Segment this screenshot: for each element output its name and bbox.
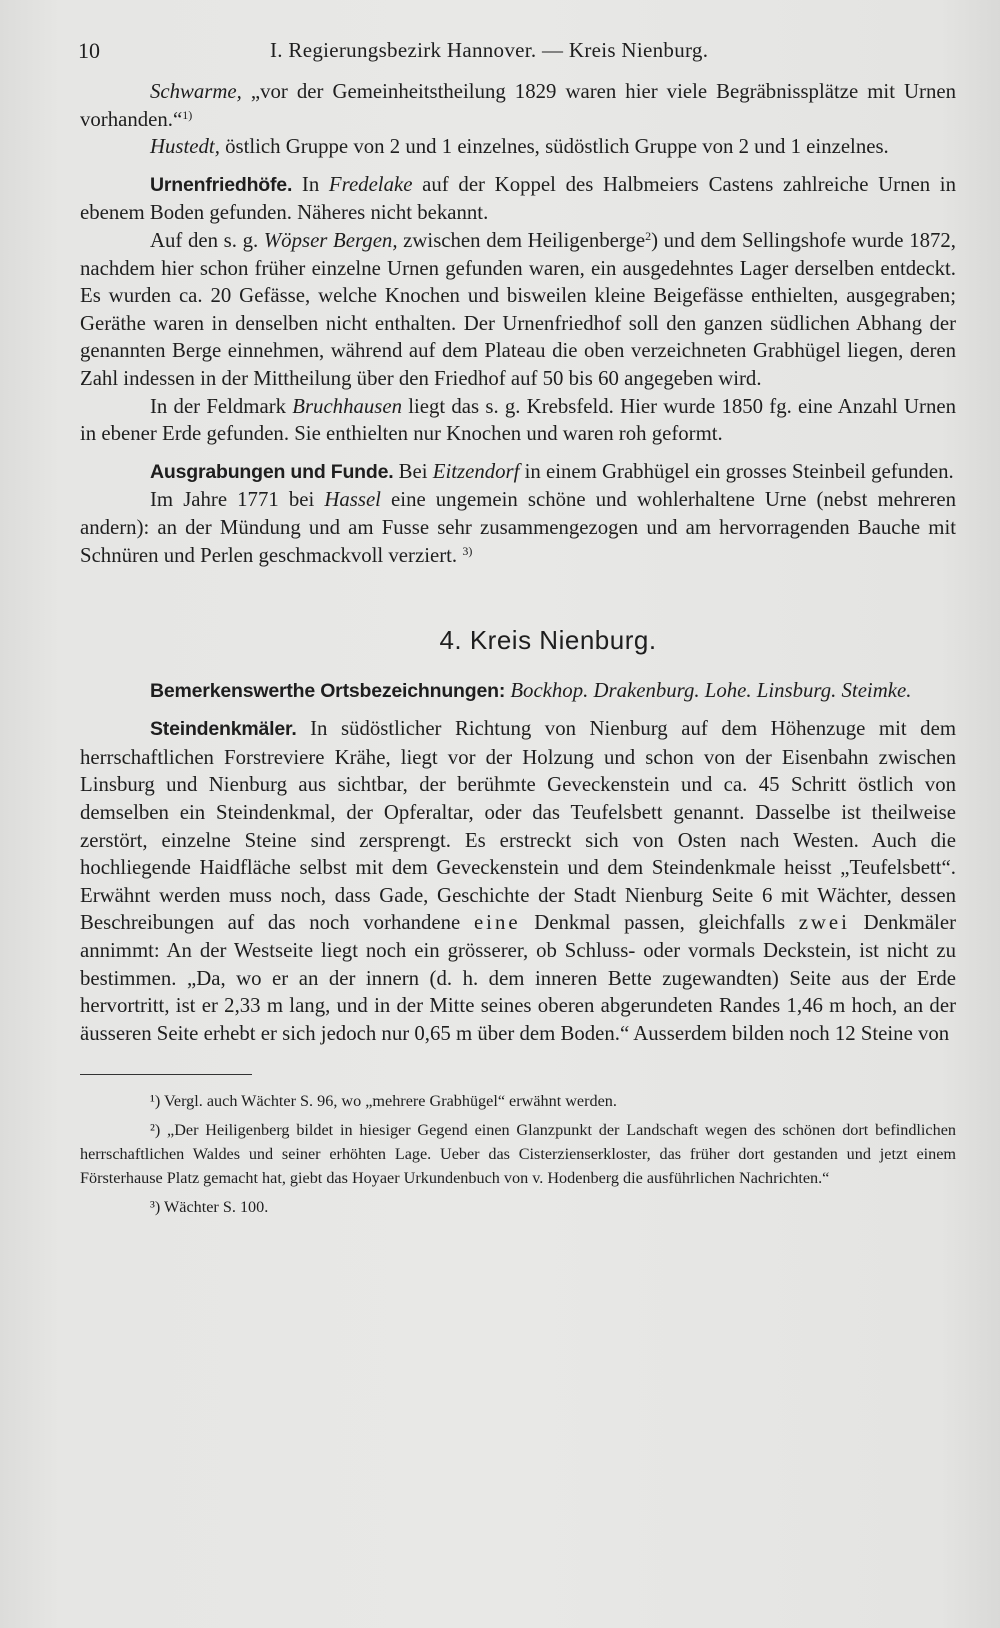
paragraph-woepser-bergen [80, 227, 956, 393]
footnote-mark: ³) [150, 1198, 161, 1217]
paragraph-text: In [292, 172, 329, 196]
footnote-text: Vergl. auch Wächter S. 96, wo „mehrere Grabhügel“ erwähnt werden. [160, 1092, 617, 1111]
paragraph-text: Denkmal passen, gleichfalls [520, 911, 799, 935]
place-name: Wöpser Bergen, [263, 228, 398, 252]
section-heading: Ausgrabungen und Funde. [150, 460, 394, 483]
footnote-ref[interactable]: 3) [462, 543, 473, 558]
place-name: Bruchhausen [292, 394, 402, 418]
emphasized-word: zwei [798, 911, 850, 935]
footnote-1 [80, 1089, 956, 1113]
paragraph-hassel [80, 486, 956, 569]
paragraph-ausgrabungen [80, 458, 956, 487]
page-header [80, 38, 956, 78]
place-name: Eitzendorf [432, 459, 520, 483]
paragraph-text: eine ungemein schöne und wohlerhaltene Urne (nebst mehreren andern): an der Mündung und am Fusse sehr zusammengezogen und am hervorragenden Bauche mit Schnüren und Perlen geschmackvoll verziert. [80, 488, 956, 567]
paragraph-schwarme [80, 78, 956, 133]
footnote-ref[interactable]: 2 [645, 228, 652, 243]
running-title: I. Regierungsbezirk Hannover. — Kreis Nienburg. [270, 38, 709, 62]
main-text [80, 78, 956, 1047]
footnote-mark: ²) [150, 1121, 161, 1140]
paragraph-text: zwischen dem Heiligenberge [397, 228, 646, 252]
section-heading: Urnenfriedhöfe. [150, 173, 293, 196]
place-name: Hustedt, [150, 135, 220, 159]
paragraph-text: Im Jahre 1771 bei [150, 488, 325, 512]
place-name: Fredelake [328, 172, 413, 196]
paragraph-bruchhausen [80, 393, 956, 448]
paragraph-text: liegt das s. g. Krebsfeld. Hier wurde 1850 fg. eine Anzahl Urnen in ebener Erde gefunden. Sie enthielten nur Knochen und waren roh geformt. [80, 394, 956, 446]
paragraph-text: Auf den s. g. [150, 228, 264, 252]
paragraph-text: In südöstlicher Richtung von Nienburg auf dem Höhenzuge mit dem herrschaftlichen Forstreviere Krähe, liegt vor der Holzung und schon von der Eisenbahn zwischen Linsburg und Nienburg aus sichtbar, der berühmte Geveckenstein und ca. 45 Schritt östlich von demselben ein Steindenkmal, der Opferaltar, oder das Teufelsbett genannt. Dasselbe ist theilweise zerstört, einzelne Steine sind zersprengt. Es erstreckt sich von Osten nach Westen. Auch die hochliegende Haidfläche selbst mit dem Geveckenstein und dem Steindenkmale heisst „Teufelsbett“. Erwähnt werden muss noch, dass Gade, Geschichte der Stadt Nienburg Seite 6 mit Wächter, dessen Beschreibungen auf das noch vorhandene [80, 717, 956, 935]
emphasized-word: eine [473, 911, 521, 935]
place-name: Schwarme, [150, 80, 242, 103]
footnote-divider [80, 1074, 252, 1075]
footnote-mark: ¹) [150, 1092, 161, 1111]
place-name: Hassel [324, 488, 381, 512]
chapter-title: 4. Kreis Nienburg. [439, 625, 657, 656]
page-number: 10 [78, 38, 100, 63]
place-list: Bockhop. Drakenburg. Lohe. Linsburg. Steimke. [510, 678, 912, 702]
section-heading: Steindenkmäler. [150, 718, 297, 741]
footnote-ref[interactable]: 1) [182, 107, 193, 122]
paragraph-text: ) und dem Sellingshofe wurde 1872, nachdem hier schon früher einzelne Urnen gefunden waren, ein ausgedehntes Lager derselben entdeckt. Es wurden ca. 20 Gefässe, welche Knochen und bisweilen kleine Beigefässe enthielten, ausgegraben; Geräthe waren in denselben nicht enthalten. Der Urnenfriedhof soll den ganzen südlichen Abhang der genannten Berge einnehmen, während auf dem Plateau die oben verzeichneten Grabhügel liegen, deren Zahl indessen in der Mittheilung über den Friedhof auf 50 bis 60 angegeben wird. [80, 228, 956, 390]
footnotes [80, 1089, 956, 1219]
footnote-2 [80, 1118, 956, 1190]
paragraph-text: auf der Koppel des Halbmeiers Castens zahlreiche Urnen in ebenem Boden gefunden. Näheres nicht bekannt. [80, 172, 956, 225]
paragraph-text: Bei [393, 459, 433, 483]
footnote-text: Wächter S. 100. [160, 1198, 269, 1217]
paragraph-text: In der Feldmark [150, 394, 293, 418]
footnote-3 [80, 1195, 956, 1219]
paragraph-hustedt [80, 133, 956, 161]
paragraph-text: „vor der Gemeinheitstheilung 1829 waren hier viele Begräbnissplätze mit Urnen vorhanden.“ [80, 80, 956, 131]
footnote-text: „Der Heiligenberg bildet in hiesiger Gegend einen Glanzpunkt der Landschaft wegen des schönen dort befindlichen herrschaftlichen Waldes und seiner erhöhten Lage. Ueber das Cisterzienserkloster, das früher dort gestanden und jetzt einem Försterhause Platz gemacht hat, giebt das Hoyaer Urkundenbuch von v. Hodenberg die ausführlichen Nachrichten.“ [80, 1121, 956, 1188]
paragraph-text: in einem Grabhügel ein grosses Steinbeil gefunden. [519, 459, 954, 483]
section-heading: Bemerkenswerthe Ortsbezeichnungen: [150, 679, 506, 702]
paragraph-ortsbezeichnungen [80, 677, 956, 706]
paragraph-steindenkmaeler [80, 715, 956, 1047]
paragraph-text: östlich Gruppe von 2 und 1 einzelnes, südöstlich Gruppe von 2 und 1 einzelnes. [219, 135, 889, 159]
paragraph-urnenfriedhoefe [80, 171, 956, 227]
paragraph-text: Denkmäler annimmt: An der Westseite liegt noch ein grösserer, ob Schluss- oder vormals Deckstein, ist nicht zu bestimmen. „Da, wo er an der innern (d. h. dem inneren Bette zugewandten) Seite aus der Erde hervortritt, ist er 2,33 m lang, und in der Mitte seines oberen abgerundeten Randes 1,46 m hoch, an der äusseren Seite erhebt er sich jedoch nur 0,65 m über dem Boden.“ Ausserdem bilden noch 12 Steine von [80, 911, 956, 1045]
